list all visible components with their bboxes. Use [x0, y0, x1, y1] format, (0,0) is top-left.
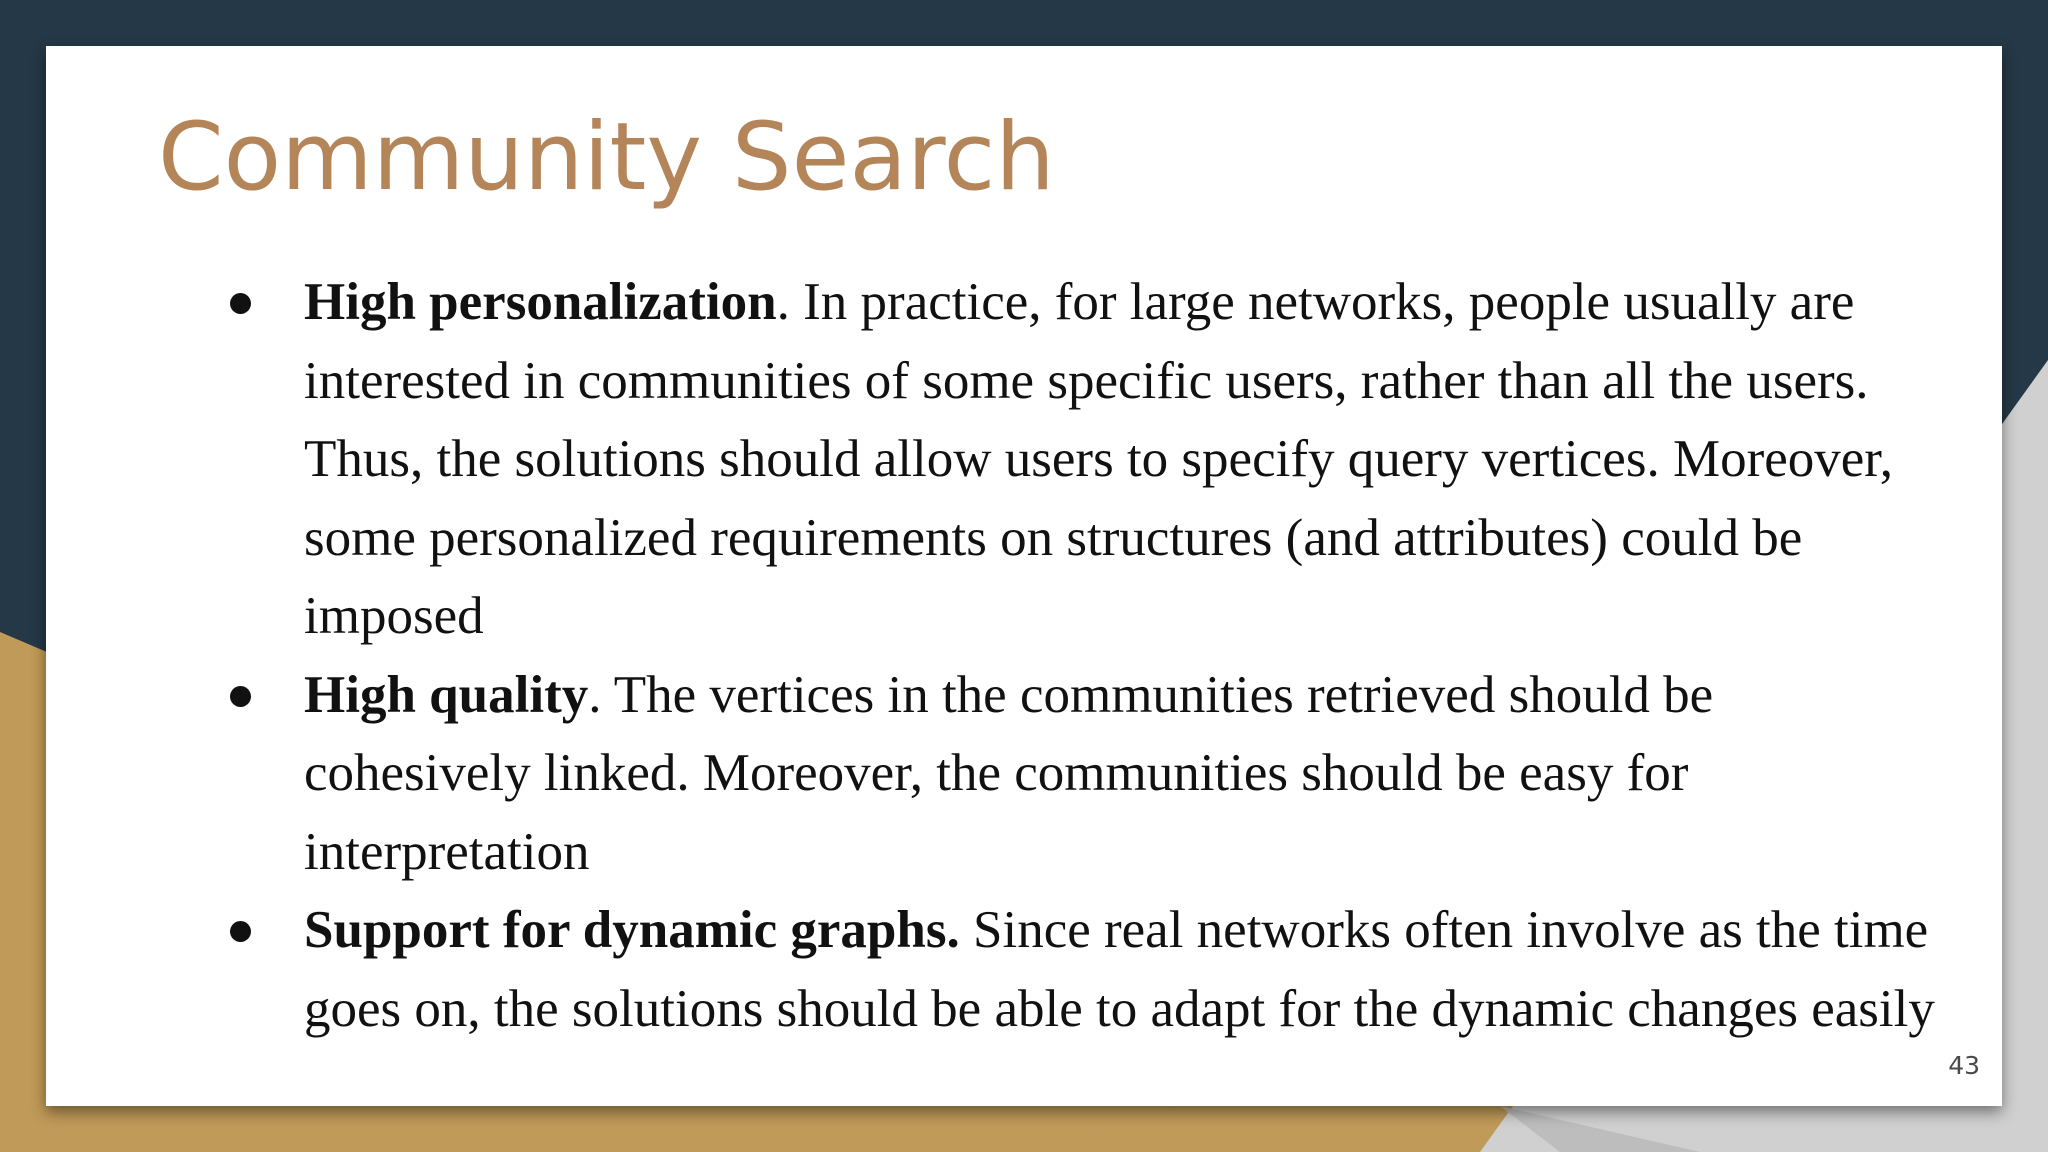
- slide-title: Community Search: [158, 103, 1055, 212]
- slide: [46, 46, 2002, 1106]
- bullet-text: . The vertices in the communities retrieved should be cohesively linked. Moreover, the communities should be easy for interpretation: [304, 665, 1714, 881]
- bullet-item-dynamic-graphs: [304, 891, 1944, 1048]
- page-number: 43: [1948, 1051, 1980, 1080]
- bullet-lead: High quality: [304, 665, 589, 724]
- bullet-lead: Support for dynamic graphs.: [304, 901, 960, 959]
- bullet-text: . In practice, for large networks, people usually are interested in communities of some specific users, rather than all the users. Thus, the solutions should allow users to specify query vertices. Moreover, some personalized requirements on structures (and attributes) could be imposed: [304, 273, 1894, 645]
- bullet-list: [304, 263, 1944, 1048]
- bullet-lead: High personalization: [304, 273, 777, 331]
- bullet-item-personalization: [304, 263, 1944, 656]
- bullet-text: Since real networks often involve as the time goes on, the solutions should be able to adapt for the dynamic changes easily: [304, 901, 1935, 1038]
- bullet-item-quality: [304, 656, 1944, 892]
